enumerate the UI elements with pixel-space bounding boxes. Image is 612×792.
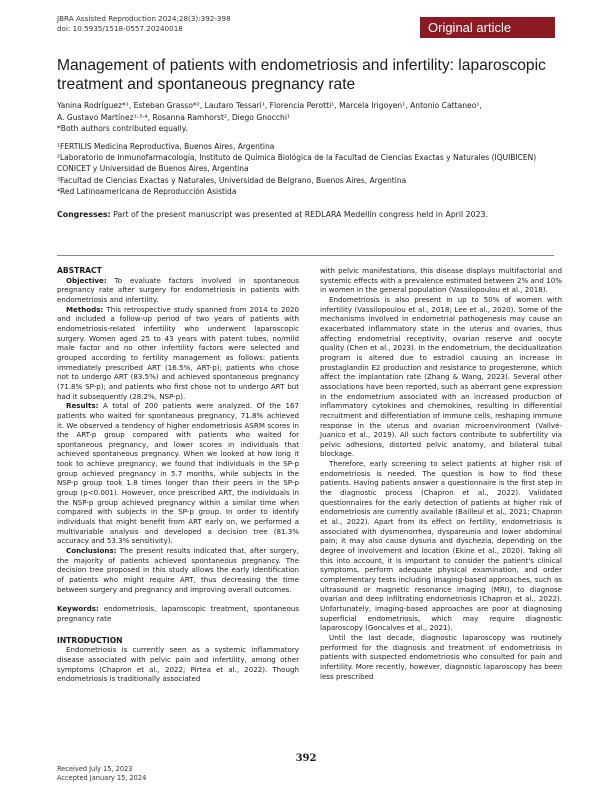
keywords-label: Keywords: <box>57 604 99 614</box>
journal-header <box>57 14 231 33</box>
journal-citation: JBRA Assisted Reproduction 2024;28(3):392-398 <box>57 14 231 23</box>
keywords-text: endometriosis, laparoscopic treatment, spontaneous pregnancy rate <box>57 604 299 623</box>
congress-label: Congresses: <box>57 210 111 219</box>
body-paragraph-4: Until the last decade, diagnostic laparoscopy was routinely performed for the diagnosis and treatment of endometriosis in patients with suspected endometriosis who consulted for pain and infertility. More recently, however, diagnostic laparoscopy has been less prescribed <box>320 632 562 681</box>
introduction-paragraph-1: Endometriosis is currently seen as a systemic inflammatory disease associated with pelvic pain and infertility, among other symptoms (Chapron et al., 2022; Pirtea et al., 2022). Though endometriosis is traditionally associated <box>57 645 299 684</box>
article-dates <box>57 765 146 783</box>
congress-note <box>57 209 562 220</box>
objective-text: To evaluate factors involved in spontaneous pregnancy rate after surgery for endometriosis in patients with endometriosis and infertility. <box>57 275 299 304</box>
congress-text: Part of the present manuscript was presented at REDLARA Medellín congress held in April 2023. <box>110 210 488 219</box>
conclusions-text: The present results indicated that, after surgery, the majority of patients achieved spontaneous pregnancy. The decision tree proposed in this study allows the early identification of patients who might require ART, thus decreasing the time between surgery and pregnancy and improving overall outcomes. <box>57 546 299 594</box>
page-number: 392 <box>295 753 317 764</box>
section-divider <box>57 255 554 256</box>
affiliation-4: ⁴Red Latinoamericana de Reproducción Asistida <box>57 186 237 196</box>
body-paragraph-3: Therefore, early screening to select patients at higher risk of endometriosis is needed. The question is how to find these patients. Having patients answer a questionnaire is the first step in the diagnostic process (Chapron et al., 2022). Validated questionnaires for the early detection of patients at higher risk of endometriosis are currently available (Bailleul et al., 2021; Chapron et al., 2022). Apart from its effect on fertility, endometriosis is associated with dysmenorrhea, dyspareunia and lower abdominal pain; it may also cause dysuria and dyschezia, depending on the degree of involvement and location (Ekine et al., 2020). Taking all this into account, it is important to consider the patient's clinical symptoms, perform adequate physical examination, and order complementary tests including imaging-based approaches, such as ultrasound or magnetic resonance imaging (MRI), to diagnose ovarian and deep infiltrating endometriosis (Chapron et al., 2022). Unfortunately, imaging-based approaches are poor at diagnosing superficial endometriosis, which may require diagnostic laparoscopy (Goncalves et al., 2021). <box>320 459 562 633</box>
article-title: Management of patients with endometriosis and infertility: laparoscopic treatment and spontaneous pregnancy rate <box>57 57 546 93</box>
affiliation-1: ¹FERTILIS Medicina Reproductiva, Buenos Aires, Argentina <box>57 142 275 151</box>
left-column <box>57 266 299 684</box>
author-list <box>57 100 562 135</box>
methods-text: This retrospective study spanned from 2014 to 2020 and included a follow-up period of two years of patients with endometriosis-related infertility who underwent laparoscopic surgery. Women aged 25 to 43 years with patent tubes, no/mild male factor and no other infertility factors were selected and grouped according to fertility management as follows: patients immediately prescribed ART (16.5%, ART-p); patients who chose not to undergo ART (83.5%) and achieved spontaneous pregnancy (71.8% SP-p); and patients who first chose not to undergo ART but had it subsequently (28.2%, NSP-p). <box>57 304 299 401</box>
abstract-results <box>57 401 299 546</box>
authors-line-2: A. Gustavo Martínez¹·³·⁴, Rosanna Ramhorst², Diego Gnocchi¹ <box>57 112 290 122</box>
conclusions-label: Conclusions: <box>66 546 117 556</box>
right-column <box>320 266 562 681</box>
abstract-conclusions <box>57 546 299 594</box>
article-type-badge: Original article <box>420 17 555 38</box>
objective-label: Objective: <box>66 275 107 285</box>
abstract-methods <box>57 305 299 402</box>
methods-label: Methods: <box>66 304 104 314</box>
body-paragraph-1: with pelvic manifestations, this disease displays multifactorial and systemic effects with a prevalence estimated between 2% and 10% in women in the general population (Vassilopoulou et al., 2018). <box>320 266 562 295</box>
abstract-objective <box>57 276 299 305</box>
doi: doi: 10.5935/1518-0557.20240018 <box>57 23 183 33</box>
affiliations <box>57 141 562 197</box>
keywords <box>57 604 299 623</box>
body-paragraph-2: Endometriosis is also present in up to 50% of women with infertility (Vassilopoulou et al., 2018; Lee et al., 2020). Some of the mechanisms involved in endometrial pathogenesis may cause an exacerbated inflammatory state in the uterus and ovaries, thus affecting endometrial receptivity, ovarian reserve and oocyte quality (Chen et al., 2023). In the endometrium, the decidualization program is altered due to estradiol causing an increase in prostaglandin E2 production and resistance to progesterone, which affect the implantation rate (Zhang & Wang, 2023). Several other associations have been reported, such as aberrant gene expression in the endometrium associated with an increased production of inflammatory cytokines and chemokines, resulting in differential recruitment and differentiation of immune cells, reshaping immune response in the uterus and ovarian microenvironment (Vallvé-Juanico et al., 2019). All such factors contribute to subfertility via pelvic adhesions, distorted pelvic anatomy, and bilateral tubal blockage. <box>320 294 562 459</box>
results-text: A total of 200 patients were analyzed. Of the 167 patients who waited for spontaneous pregnancy, 71.8% achieved it. We observed a tendency of higher endometriosis ASRM scores in the ART-p group compared with patients who waited for spontaneous pregnancy, and lower scores in individuals that achieved spontaneous pregnancy. When we looked at how long it took to achieve pregnancy, we found that individuals in the SP-p group achieved pregnancy in 5.7 months, while subjects in the NSP-p group took 1.8 times longer than their peers in the SP-p group (p<0.001). However, once prescribed ART, the individuals in the NSP-p group achieved pregnancy within a similar time when compared with subjects in the SP-p group. In order to identify individuals that might benefit from ART early on, we performed a multivariable analysis and developed a decision tree (81.3% accuracy and 53.3% sensitivity). <box>57 401 299 546</box>
abstract-heading: ABSTRACT <box>57 266 102 275</box>
introduction-heading: INTRODUCTION <box>57 635 123 645</box>
received-date: Received July 15, 2023 <box>57 765 133 773</box>
authors-note: *Both authors contributed equally. <box>57 124 188 133</box>
affiliation-3: ³Facultad de Ciencias Exactas y Naturales, Universidad de Belgrano, Buenos Aires, Argentina <box>57 175 407 185</box>
affiliation-2: ²Laboratorio de Inmunofarmacología, Instituto de Química Biológica de la Facultad de Ciencias Exactas y Naturales (IQUIBICEN) CONICET y Universidad de Buenos Aires, Argentina <box>57 153 537 174</box>
results-label: Results: <box>66 401 99 411</box>
authors-line-1: Yanina Rodríguez*¹, Esteban Grasso*², Lautaro Tessari¹, Florencia Perotti¹, Marcela Irigoyen¹, Antonio Cattaneo¹, <box>57 101 482 110</box>
accepted-date: Accepted January 15, 2024 <box>57 774 147 782</box>
